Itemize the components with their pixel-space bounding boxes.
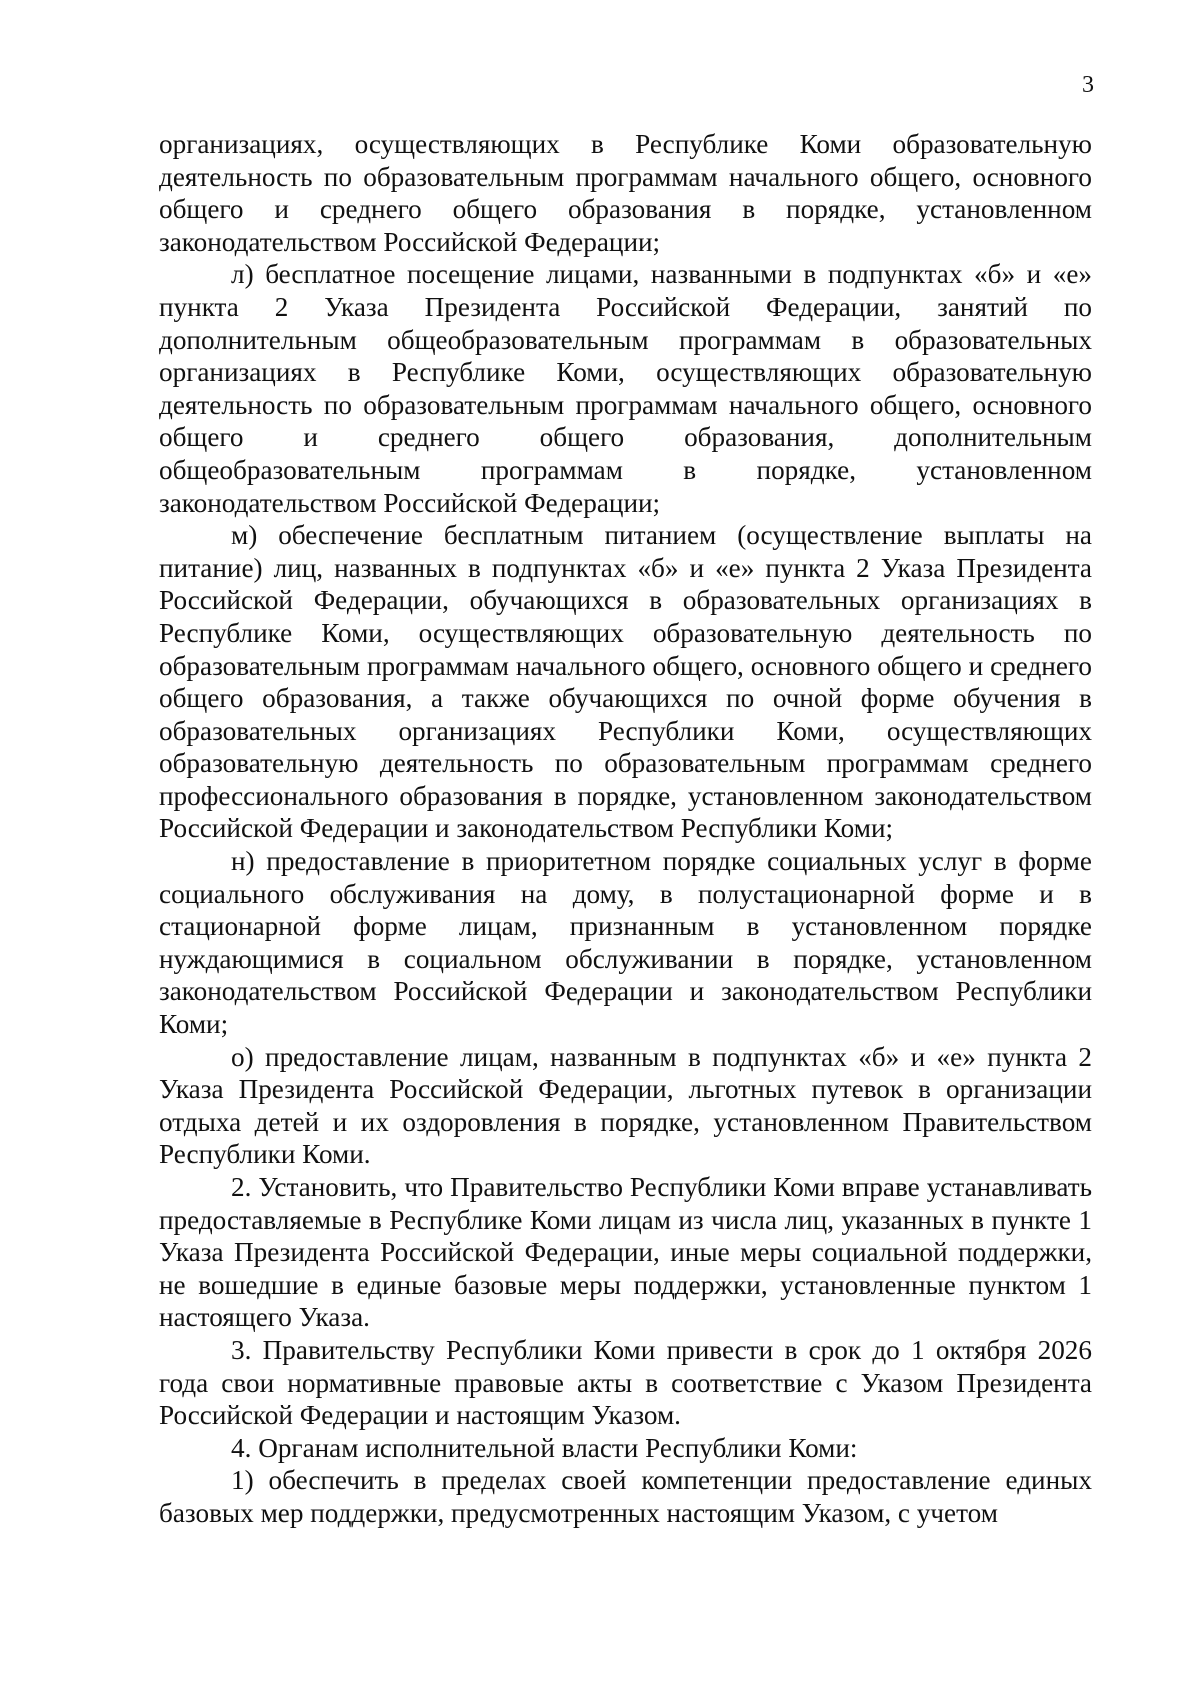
paragraph-continuation: организациях, осуществляющих в Республике Коми образовательную деятельность по образовательным программам начального общего, основного общего и среднего общего образования в порядке, установленном законодательством Российской Федерации; <box>159 129 1092 257</box>
paragraph-item-n: н) предоставление в приоритетном порядке социальных услуг в форме социального обслуживания на дому, в полустационарной форме и в стационарной форме лицам, признанным в установленном порядке нуждающимися в социальном обслуживании в порядке, установленном законодательством Российской Федерации и законодательством Республики Коми; <box>159 846 1092 1040</box>
paragraph-clause-2: 2. Установить, что Правительство Республики Коми вправе устанавливать предоставляемые в Республике Коми лицам из числа лиц, указанных в пункте 1 Указа Президента Российской Федерации, иные меры социальной поддержки, не вошедшие в единые базовые меры поддержки, установленные пунктом 1 настоящего Указа. <box>159 1172 1092 1333</box>
paragraph-item-l: л) бесплатное посещение лицами, названными в подпунктах «б» и «е» пункта 2 Указа Президента Российской Федерации, занятий по дополнительным общеобразовательным программам в образовательных организациях в Республике Коми, осуществляющих образовательную деятельность по образовательным программам начального общего, основного общего и среднего общего образования, дополнительным общеобразовательным программам в порядке, установленном законодательством Российской Федерации; <box>159 259 1092 518</box>
paragraph-item-o: о) предоставление лицам, названным в подпунктах «б» и «е» пункта 2 Указа Президента Российской Федерации, льготных путевок в организации отдыха детей и их оздоровления в порядке, установленном Правительством Республики Коми. <box>159 1041 1092 1170</box>
page-number: 3 <box>1082 72 1094 98</box>
paragraph-clause-4-item-1: 1) обеспечить в пределах своей компетенции предоставление единых базовых мер поддержки, предусмотренных настоящим Указом, с учетом <box>159 1465 1092 1528</box>
paragraph-clause-4: 4. Органам исполнительной власти Республики Коми: <box>231 1432 858 1463</box>
document-body <box>159 128 1092 1530</box>
paragraph-item-m: м) обеспечение бесплатным питанием (осуществление выплаты на питание) лиц, названных в подпунктах «б» и «е» пункта 2 Указа Президента Российской Федерации, обучающихся в образовательных организациях в Республике Коми, осуществляющих образовательную деятельность по образовательным программам начального общего, основного общего и среднего общего образования, а также обучающихся по очной форме обучения в образовательных организациях Республики Коми, осуществляющих образовательную деятельность по образовательным программам среднего профессионального образования в порядке, установленном законодательством Российской Федерации и законодательством Республики Коми; <box>159 520 1092 844</box>
paragraph-clause-3: 3. Правительству Республики Коми привести в срок до 1 октября 2026 года свои нормативные правовые акты в соответствие с Указом Президента Российской Федерации и настоящим Указом. <box>159 1334 1092 1431</box>
